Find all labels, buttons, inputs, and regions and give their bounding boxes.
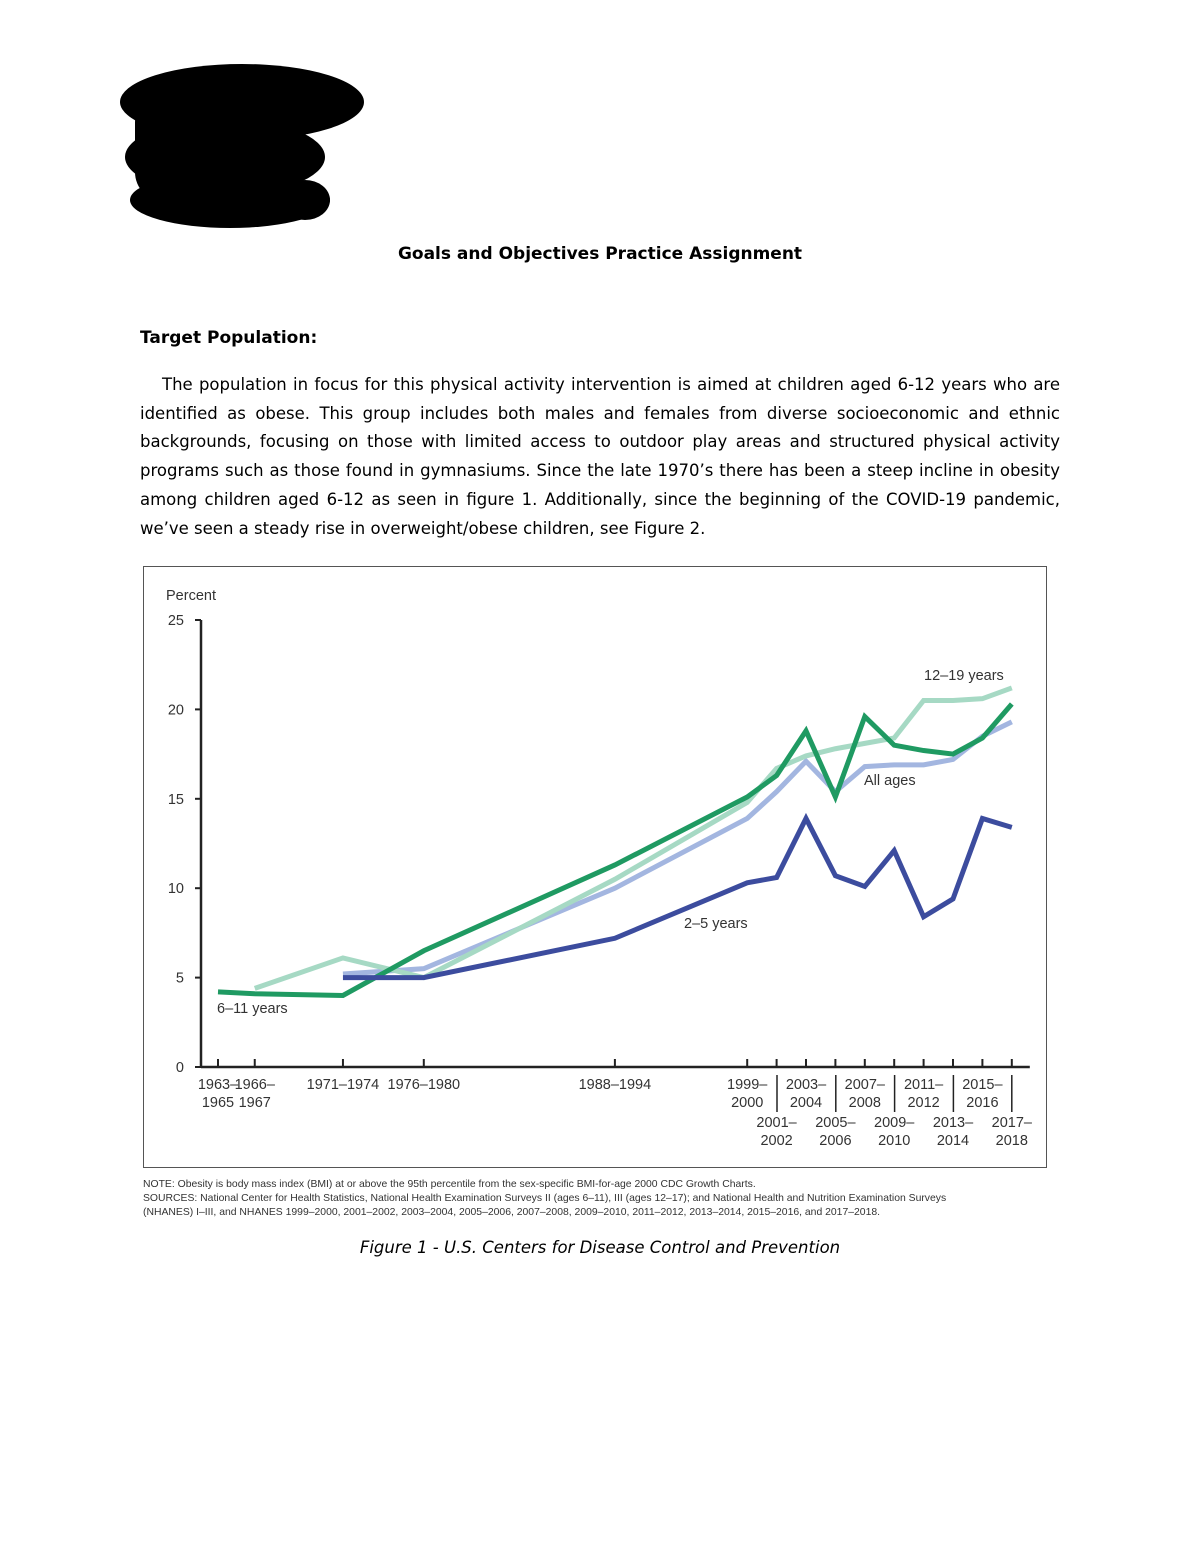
y-tick-label: 10 (167, 881, 184, 898)
y-tick-label: 25 (167, 613, 184, 629)
y-axis-label: Percent (166, 588, 216, 604)
x-tick-label: 2005– (815, 1115, 856, 1131)
x-tick-label: 2009– (874, 1115, 915, 1131)
x-tick-label: 2000 (731, 1095, 764, 1111)
series-label-all-ages: All ages (864, 773, 916, 789)
series-line-twelve-to-nineteen (255, 688, 1012, 988)
figure-note-line: NOTE: Obesity is body mass index (BMI) at or above the 95th percentile from the sex-specific BMI-for-age 2000 CDC Growth Charts. (143, 1179, 756, 1190)
figure-note-line: SOURCES: National Center for Health Statistics, National Health Examination Surveys II (ages 6–11), III (ages 12–17); and National Health and Nutrition Examination Surveys (143, 1193, 947, 1204)
y-tick-label: 5 (175, 970, 184, 987)
obesity-line-chart (144, 567, 1046, 1167)
x-tick-label: 2003– (785, 1077, 827, 1093)
document-title: Goals and Objectives Practice Assignment (397, 244, 803, 264)
figure-note (143, 1178, 1053, 1220)
x-tick-label: 2012 (907, 1095, 940, 1111)
x-tick-label: 2010 (878, 1133, 911, 1149)
x-tick-label: 2014 (936, 1133, 970, 1149)
y-tick-label: 20 (167, 702, 184, 719)
series-label-twelve-to-nineteen: 12–19 years (924, 668, 1004, 684)
x-tick-label: 1963– (197, 1077, 239, 1093)
x-tick-label: 2017– (991, 1115, 1032, 1131)
figure-caption: Figure 1 - U.S. Centers for Disease Control and Prevention (359, 1238, 841, 1257)
series-label-six-to-eleven: 6–11 years (217, 1001, 288, 1017)
figure-note-line: (NHANES) I–III, and NHANES 1999–2000, 2001–2002, 2003–2004, 2005–2006, 2007–2008, 2009–2010, 2011–2012, 2013–2014, 2015–2016, and 2017–2018. (143, 1207, 881, 1218)
series-line-all-ages (343, 722, 1012, 974)
x-tick-label: 1971–1974 (306, 1077, 380, 1093)
x-tick-label: 2018 (995, 1133, 1028, 1149)
x-tick-label: 1966– (234, 1077, 275, 1093)
x-tick-label: 2006 (819, 1133, 852, 1149)
x-tick-label: 2004 (789, 1095, 823, 1111)
series-label-two-to-five: 2–5 years (684, 916, 748, 932)
x-tick-label: 1967 (238, 1095, 271, 1111)
body-paragraph: The population in focus for this physical activity intervention is aimed at children aged 6-12 years who are identified as obese. This group includes both males and females from diverse socioeconomic and ethnic backgrounds, focusing on those with limited access to outdoor play areas and structured physical activity programs such as those found in gymnasiums. Since the late 1970’s there has been a steep incline in obesity among children aged 6-12 as seen in figure 1. Additionally, since the beginning of the COVID-19 pandemic, we’ve seen a steady rise in overweight/obese children, see Figure 2. (140, 375, 1060, 538)
y-tick-label: 0 (175, 1060, 184, 1076)
y-tick-label: 15 (167, 791, 184, 808)
x-tick-label: 1976–1980 (387, 1077, 461, 1093)
x-tick-label: 1988–1994 (578, 1077, 652, 1093)
x-tick-label: 2016 (966, 1095, 999, 1111)
x-tick-label: 2001– (756, 1115, 797, 1131)
section-heading: Target Population: (140, 328, 318, 348)
x-tick-label: 2008 (848, 1095, 881, 1111)
figure-frame (143, 566, 1047, 1168)
x-tick-label: 2015– (962, 1077, 1003, 1093)
x-tick-label: 2011– (903, 1077, 944, 1093)
redaction-block (120, 62, 370, 232)
x-tick-label: 2007– (844, 1077, 885, 1093)
x-tick-label: 1965 (201, 1095, 235, 1111)
redaction-shape (120, 64, 364, 228)
x-tick-label: 1999– (727, 1077, 768, 1093)
x-tick-label: 2002 (760, 1133, 793, 1149)
x-tick-label: 2013– (932, 1115, 974, 1131)
